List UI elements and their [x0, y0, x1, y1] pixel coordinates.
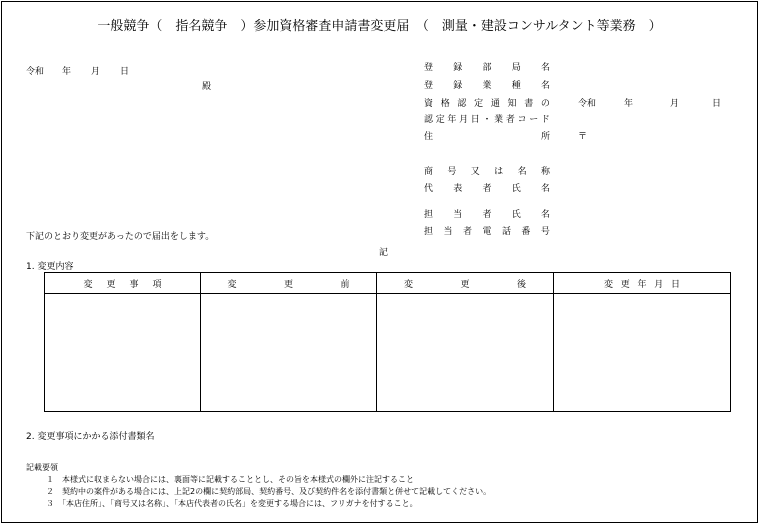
label-char: 録 [453, 63, 463, 73]
label-char: 定 [474, 99, 484, 109]
notice-text: 下記のとおり変更があったので届出をします。 [26, 232, 215, 242]
label-char: 名 [540, 184, 550, 194]
label-char: 資 [424, 99, 434, 109]
label-char: 担 [424, 210, 434, 220]
label-char: 録 [453, 81, 463, 91]
notes-title: 記載要領 [26, 463, 58, 472]
field-cert-date-code [424, 112, 550, 125]
label-char: 称 [540, 167, 550, 177]
label-char: 日 [670, 279, 680, 290]
notes-list [46, 474, 491, 510]
date-year-label: 年 [62, 67, 72, 77]
label-char: 電 [482, 227, 492, 237]
addressee-suffix: 殿 [202, 82, 212, 92]
field-contact-phone [424, 224, 550, 237]
date-day-label: 日 [120, 67, 130, 77]
label-char: 前 [340, 279, 350, 290]
label-char: の [540, 99, 550, 109]
note-item-3: ３ 「本店住所」、「商号又は名称」、「本店代表者の氏名」を変更する場合には、フリガナを付すること。 [46, 499, 418, 508]
cell-after[interactable] [377, 294, 554, 412]
cert-date-day-label: 日 [712, 99, 722, 109]
submission-date [26, 64, 129, 77]
label-char: 当 [443, 227, 453, 237]
label-char: 者 [505, 115, 515, 125]
label-char: 号 [540, 227, 550, 237]
label-char: 更 [460, 279, 470, 290]
label-char: 号 [447, 167, 457, 177]
label-char: 局 [511, 63, 521, 73]
label-char: 氏 [511, 184, 521, 194]
label-char: 定 [435, 115, 445, 125]
label-char: 登 [424, 81, 434, 91]
field-cert-notice [424, 96, 550, 109]
label-char: 名 [540, 81, 550, 91]
section1-heading: 1. 変更内容 [26, 262, 74, 272]
field-registration-category [424, 78, 550, 91]
label-char: 又 [470, 167, 480, 177]
field-contact-person [424, 207, 550, 220]
label-char: 更 [106, 279, 116, 290]
label-char: 月 [459, 115, 469, 125]
cert-date-era: 令和 [578, 99, 597, 109]
label-char: 項 [152, 279, 162, 290]
label-char: 変 [227, 279, 237, 290]
cell-change-item[interactable] [45, 294, 201, 412]
label-char: 種 [511, 81, 521, 91]
label-char: 者 [482, 184, 492, 194]
header-change-item [45, 273, 201, 294]
date-month-label: 月 [91, 67, 101, 77]
label-char: 業 [494, 115, 504, 125]
label-char: 月 [654, 279, 664, 290]
label-char: 知 [507, 99, 517, 109]
field-representative [424, 181, 550, 194]
field-address [424, 129, 550, 142]
field-company-name [424, 164, 550, 177]
header-before [201, 273, 377, 294]
label-char: コ [517, 115, 527, 125]
label-char: 年 [637, 279, 647, 290]
label-char: 部 [482, 63, 492, 73]
label-char: は [494, 167, 504, 177]
label-char: ー [529, 115, 539, 125]
label-char: 後 [516, 279, 526, 290]
cert-date-month-label: 月 [670, 99, 680, 109]
postal-mark: 〒 [578, 132, 588, 142]
cert-date-year-label: 年 [624, 99, 634, 109]
label-char: 変 [83, 279, 93, 290]
label-char: 住 [424, 132, 434, 142]
table-header-row [45, 273, 731, 294]
label-char: 認 [457, 99, 467, 109]
label-char: 氏 [511, 210, 521, 220]
header-after [377, 273, 554, 294]
section2-heading: 2. 変更事項にかかる添付書類名 [26, 432, 155, 442]
label-char: 名 [540, 63, 550, 73]
label-char: 名 [540, 210, 550, 220]
label-char: 認 [424, 115, 434, 125]
label-char: 更 [620, 279, 630, 290]
label-char: 業 [482, 81, 492, 91]
label-char: 者 [462, 227, 472, 237]
label-char: 日 [470, 115, 480, 125]
form-title: 一般競争（ 指名競争 ）参加資格審査申請書変更届 （ 測量・建設コンサルタント等業務 ） [97, 19, 662, 34]
label-char: 名 [517, 167, 527, 177]
label-char: 商 [424, 167, 434, 177]
label-char: 通 [490, 99, 500, 109]
label-char: 当 [453, 210, 463, 220]
cell-before[interactable] [201, 294, 377, 412]
label-char: 者 [482, 210, 492, 220]
label-char: 話 [501, 227, 511, 237]
cell-change-date[interactable] [554, 294, 731, 412]
table-row [45, 294, 731, 412]
note-item-2: ２ 契約中の案件がある場合には、上記2の欄に契約部局、契約番号、及び契約件名を添付書類と併せて記載してください。 [46, 487, 492, 496]
form-frame [1, 1, 758, 523]
label-char: 番 [521, 227, 531, 237]
label-char: 変 [604, 279, 614, 290]
label-char: 年 [447, 115, 457, 125]
label-char: ド [540, 115, 550, 125]
field-registration-dept [424, 60, 550, 73]
label-char: 登 [424, 63, 434, 73]
label-char: 事 [129, 279, 139, 290]
label-char: 格 [440, 99, 450, 109]
label-char: 代 [424, 184, 434, 194]
label-char: 変 [404, 279, 414, 290]
label-char: 担 [424, 227, 434, 237]
label-char: 表 [453, 184, 463, 194]
date-era: 令和 [26, 67, 45, 77]
ki-label: 記 [379, 248, 389, 258]
label-char: ・ [482, 115, 492, 125]
label-char: 所 [540, 132, 550, 142]
header-change-date [554, 273, 731, 294]
changes-table [44, 272, 731, 412]
note-item-1: １ 本様式に収まらない場合には、裏面等に記載することとし、その旨を本様式の欄外に注記すること [46, 475, 414, 484]
label-char: 書 [524, 99, 534, 109]
label-char: 更 [283, 279, 293, 290]
